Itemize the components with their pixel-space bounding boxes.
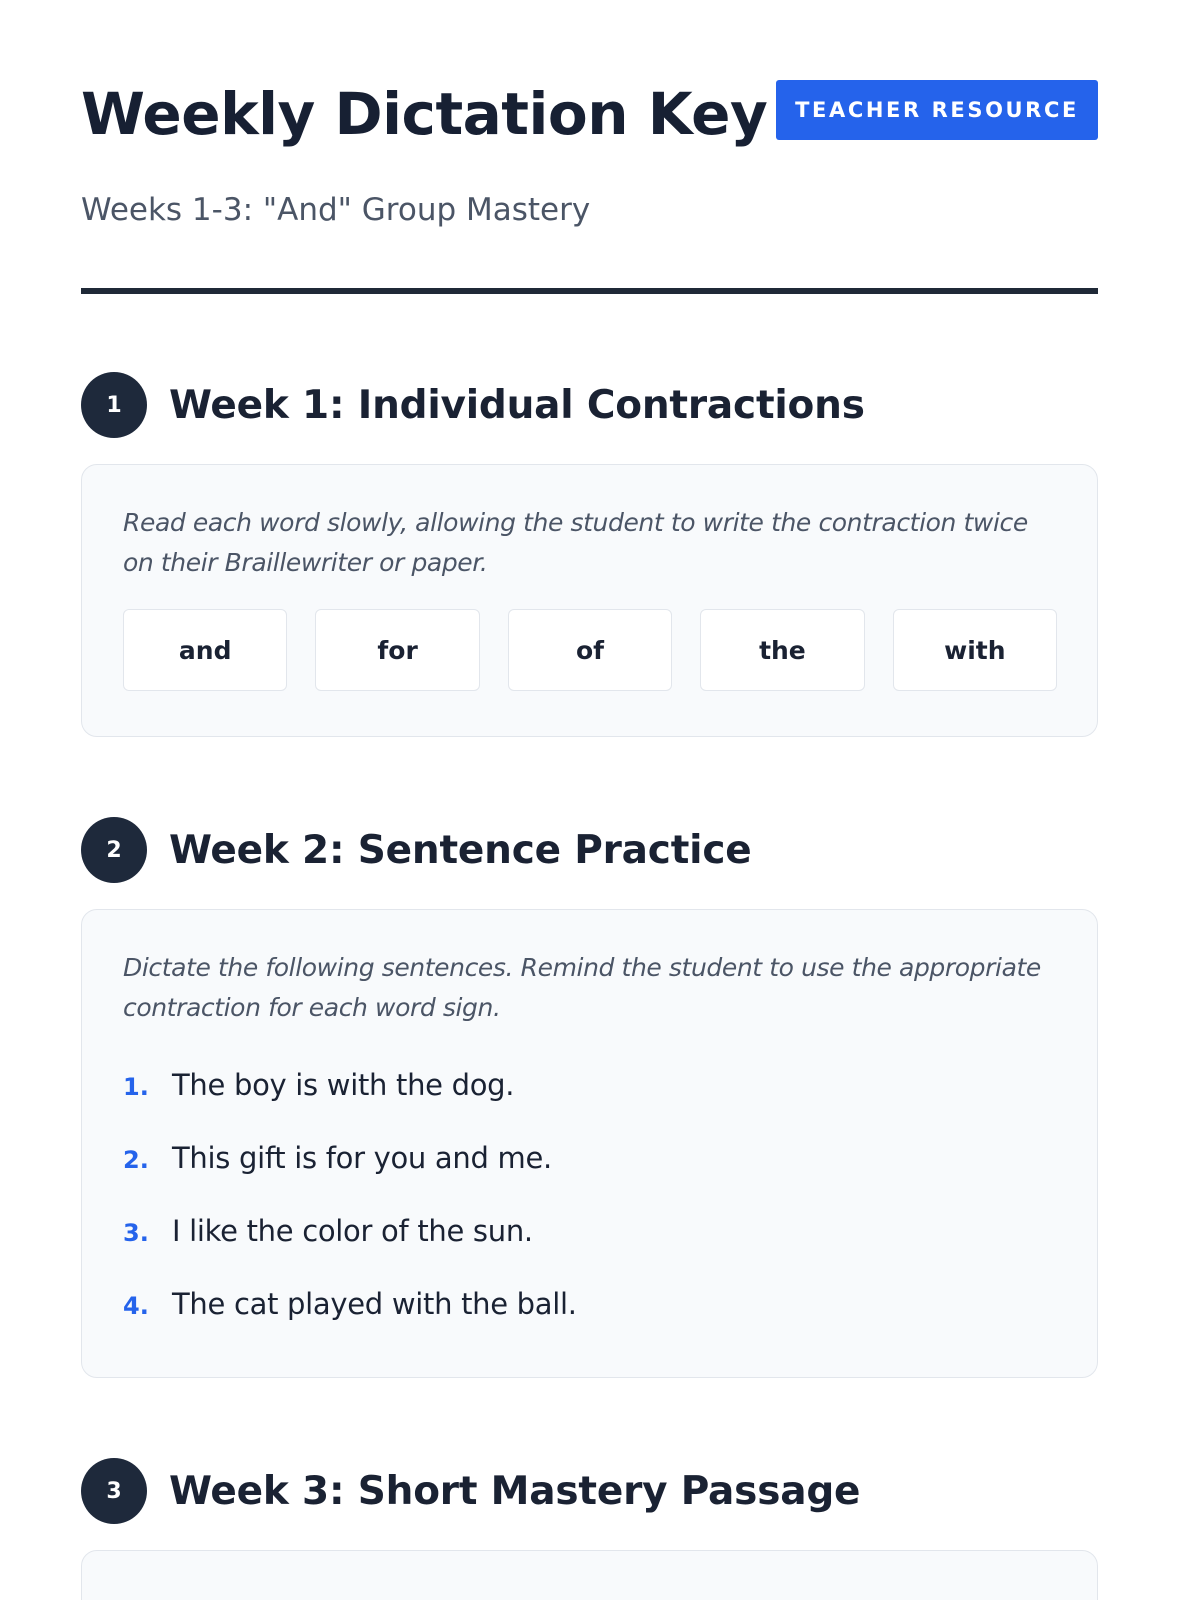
page-header: [81, 0, 1098, 152]
page-subtitle: Weeks 1-3: "And" Group Mastery: [81, 192, 591, 228]
week-2-card: [81, 909, 1098, 1378]
instructions-text: Dictate the following sentences. Remind the student to use the appropriate contraction for each word sign.: [123, 953, 1041, 1022]
list-number: 2.: [123, 1146, 149, 1174]
instructions-text: Read each word slowly, allowing the student to write the contraction twice on their Braillewriter or paper.: [123, 508, 1028, 577]
list-item: [123, 1141, 1057, 1214]
list-item: [123, 1287, 1057, 1360]
week-1-card: [81, 464, 1098, 737]
week-3-heading: [81, 1458, 1098, 1524]
list-number: 3.: [123, 1219, 149, 1247]
week-3-card: [81, 1550, 1098, 1600]
list-number: 4.: [123, 1292, 149, 1320]
page-title: Weekly Dictation Key: [81, 80, 768, 148]
word-list: [123, 609, 1057, 691]
word-chip: with: [893, 609, 1057, 691]
teacher-resource-badge: TEACHER RESOURCE: [776, 80, 1098, 140]
sentence-text: This gift is for you and me.: [172, 1141, 552, 1175]
week-2-heading: [81, 817, 1098, 883]
section-title: Week 3: Short Mastery Passage: [169, 1468, 861, 1514]
word-chip: of: [508, 609, 672, 691]
section-title: Week 2: Sentence Practice: [169, 827, 752, 873]
week-number-badge: 2: [81, 817, 147, 883]
word-chip: the: [700, 609, 864, 691]
week-1-heading: [81, 372, 1098, 438]
word-chip: for: [315, 609, 479, 691]
week-number-badge: 3: [81, 1458, 147, 1524]
list-item: [123, 1214, 1057, 1287]
week-number-badge: 1: [81, 372, 147, 438]
header-divider: [81, 288, 1098, 294]
sentence-text: The boy is with the dog.: [172, 1068, 515, 1102]
word-chip: and: [123, 609, 287, 691]
sentence-text: The cat played with the ball.: [172, 1287, 577, 1321]
sentence-text: I like the color of the sun.: [172, 1214, 533, 1248]
list-number: 1.: [123, 1073, 149, 1101]
list-item: [123, 1068, 1057, 1141]
section-title: Week 1: Individual Contractions: [169, 382, 865, 428]
sentence-list: [123, 1068, 1057, 1360]
